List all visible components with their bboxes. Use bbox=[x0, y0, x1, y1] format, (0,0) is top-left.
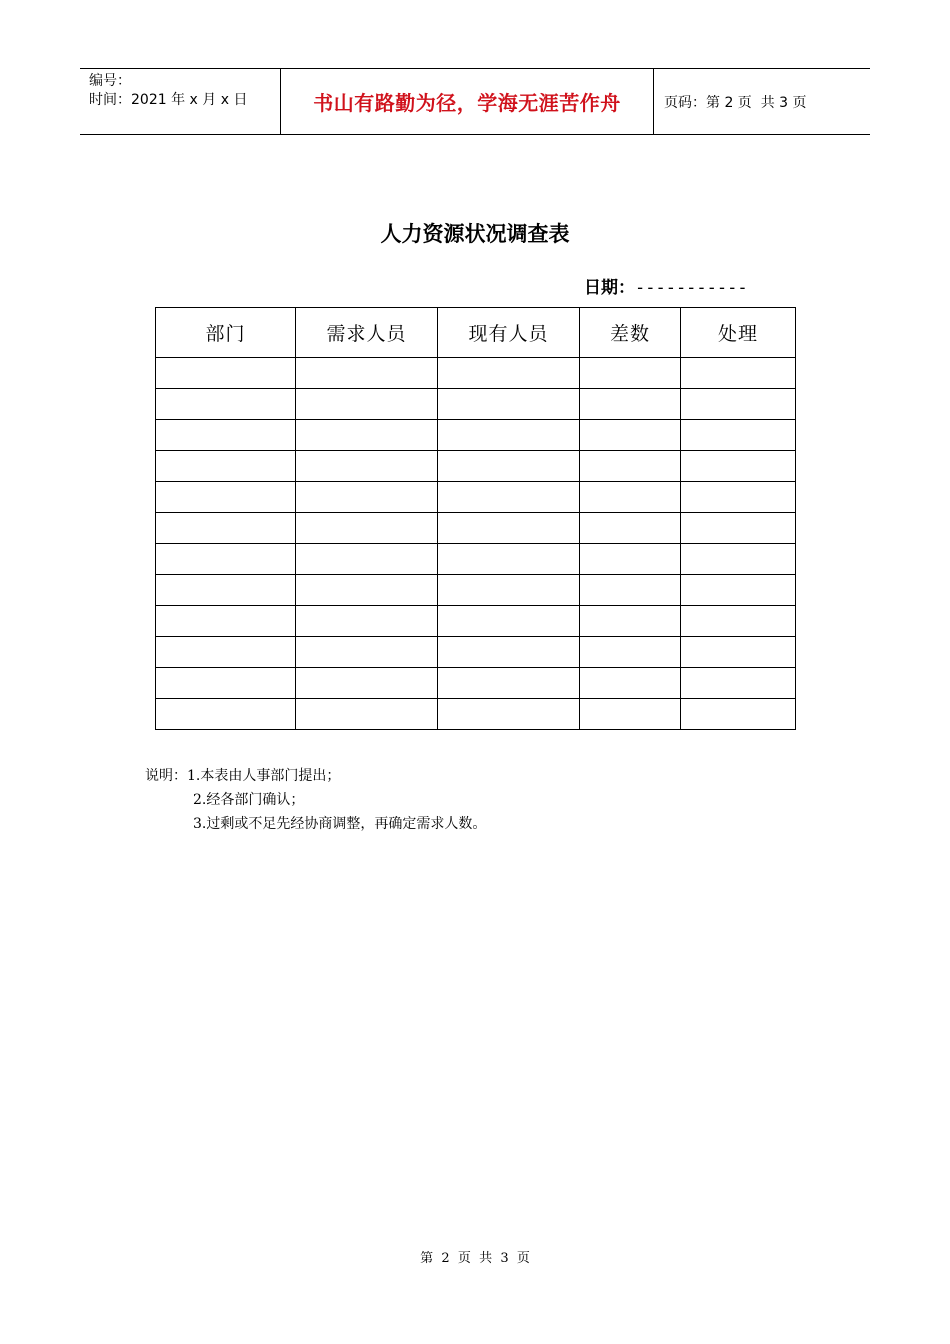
table-cell[interactable] bbox=[681, 544, 796, 575]
table-cell[interactable] bbox=[296, 513, 438, 544]
table-cell[interactable] bbox=[156, 606, 296, 637]
table-cell[interactable] bbox=[296, 606, 438, 637]
column-header-current-staff: 现有人员 bbox=[438, 308, 580, 358]
table-cell[interactable] bbox=[580, 358, 681, 389]
date-label: 日期： bbox=[584, 278, 635, 298]
table-cell[interactable] bbox=[296, 482, 438, 513]
table-body bbox=[156, 358, 796, 730]
table-cell[interactable] bbox=[156, 544, 296, 575]
table-cell[interactable] bbox=[156, 699, 296, 730]
column-header-difference: 差数 bbox=[580, 308, 681, 358]
table-cell[interactable] bbox=[580, 606, 681, 637]
doc-time-label: 时间：2021 年 x 月 x 日 bbox=[89, 92, 248, 108]
table-cell[interactable] bbox=[438, 482, 580, 513]
column-header-department: 部门 bbox=[156, 308, 296, 358]
table-cell[interactable] bbox=[580, 420, 681, 451]
table-cell[interactable] bbox=[296, 420, 438, 451]
table-cell[interactable] bbox=[156, 637, 296, 668]
table-cell[interactable] bbox=[156, 358, 296, 389]
document-title: 人力资源状况调查表 bbox=[380, 221, 570, 246]
table-cell[interactable] bbox=[580, 544, 681, 575]
table-cell[interactable] bbox=[438, 637, 580, 668]
table-cell[interactable] bbox=[580, 513, 681, 544]
table-cell[interactable] bbox=[681, 606, 796, 637]
table-cell[interactable] bbox=[681, 699, 796, 730]
note-item: 3.过剩或不足先经协商调整，再确定需求人数。 bbox=[193, 816, 487, 832]
notes-section bbox=[145, 764, 486, 836]
table-cell[interactable] bbox=[438, 513, 580, 544]
date-field bbox=[584, 273, 748, 298]
table-cell[interactable] bbox=[438, 358, 580, 389]
table-row bbox=[156, 451, 796, 482]
table-cell[interactable] bbox=[681, 482, 796, 513]
table-cell[interactable] bbox=[438, 668, 580, 699]
table-cell[interactable] bbox=[296, 668, 438, 699]
note-item: 1.本表由人事部门提出； bbox=[187, 768, 341, 784]
table-cell[interactable] bbox=[438, 606, 580, 637]
note-item: 2.经各部门确认； bbox=[193, 792, 305, 808]
survey-table bbox=[155, 307, 796, 730]
table-row bbox=[156, 637, 796, 668]
table-cell[interactable] bbox=[438, 420, 580, 451]
table-cell[interactable] bbox=[681, 575, 796, 606]
table-cell[interactable] bbox=[296, 637, 438, 668]
doc-number-label: 编号： bbox=[89, 73, 131, 89]
column-header-handling: 处理 bbox=[681, 308, 796, 358]
table-row bbox=[156, 606, 796, 637]
table-cell[interactable] bbox=[681, 451, 796, 482]
table-row bbox=[156, 513, 796, 544]
table-cell[interactable] bbox=[681, 358, 796, 389]
header-page-info: 页码：第 2 页 共 3 页 bbox=[664, 94, 807, 111]
table-cell[interactable] bbox=[438, 575, 580, 606]
table-cell[interactable] bbox=[156, 482, 296, 513]
table-cell[interactable] bbox=[296, 699, 438, 730]
table-header-row bbox=[156, 308, 796, 358]
notes-label: 说明： bbox=[145, 768, 187, 784]
table-row bbox=[156, 420, 796, 451]
table-cell[interactable] bbox=[296, 544, 438, 575]
table-cell[interactable] bbox=[681, 668, 796, 699]
table-cell[interactable] bbox=[296, 358, 438, 389]
table-row bbox=[156, 699, 796, 730]
table-cell[interactable] bbox=[438, 544, 580, 575]
header-meta bbox=[80, 69, 281, 134]
page-footer: 第 2 页 共 3 页 bbox=[420, 1251, 530, 1266]
table-cell[interactable] bbox=[681, 513, 796, 544]
table-cell[interactable] bbox=[580, 637, 681, 668]
table-cell[interactable] bbox=[580, 482, 681, 513]
table-cell[interactable] bbox=[296, 575, 438, 606]
table-cell[interactable] bbox=[296, 451, 438, 482]
table-cell[interactable] bbox=[156, 451, 296, 482]
table-cell[interactable] bbox=[580, 668, 681, 699]
table-cell[interactable] bbox=[296, 389, 438, 420]
table-cell[interactable] bbox=[156, 513, 296, 544]
table-cell[interactable] bbox=[156, 420, 296, 451]
table-cell[interactable] bbox=[681, 389, 796, 420]
date-blank: ----------- bbox=[635, 278, 748, 298]
table-cell[interactable] bbox=[438, 451, 580, 482]
table-row bbox=[156, 575, 796, 606]
table-cell[interactable] bbox=[156, 389, 296, 420]
table-row bbox=[156, 389, 796, 420]
table-row bbox=[156, 358, 796, 389]
table-cell[interactable] bbox=[580, 575, 681, 606]
table-cell[interactable] bbox=[438, 389, 580, 420]
table-cell[interactable] bbox=[156, 575, 296, 606]
table-cell[interactable] bbox=[156, 668, 296, 699]
table-cell[interactable] bbox=[681, 637, 796, 668]
note-line-1 bbox=[145, 764, 486, 788]
table-cell[interactable] bbox=[438, 699, 580, 730]
header-motto: 书山有路勤为径，学海无涯苦作舟 bbox=[281, 69, 654, 134]
table-row bbox=[156, 482, 796, 513]
table-cell[interactable] bbox=[681, 420, 796, 451]
table-cell[interactable] bbox=[580, 699, 681, 730]
page-header bbox=[80, 68, 870, 135]
table-row bbox=[156, 544, 796, 575]
table-row bbox=[156, 668, 796, 699]
table-cell[interactable] bbox=[580, 451, 681, 482]
column-header-required-staff: 需求人员 bbox=[296, 308, 438, 358]
table-cell[interactable] bbox=[580, 389, 681, 420]
